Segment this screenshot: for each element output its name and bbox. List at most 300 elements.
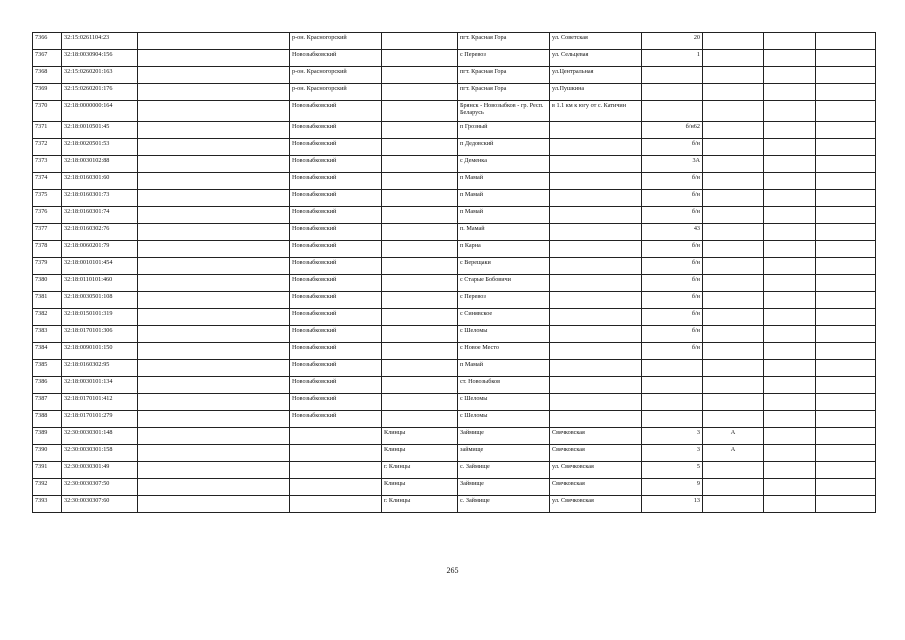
settlement-cell bbox=[382, 343, 458, 360]
empty-cell bbox=[138, 462, 290, 479]
empty-cell bbox=[816, 377, 876, 394]
row-number-cell: 7374 bbox=[33, 173, 62, 190]
empty-cell bbox=[138, 241, 290, 258]
empty-cell bbox=[764, 190, 816, 207]
locality-cell: с Новое Место bbox=[458, 343, 550, 360]
district-cell: Новозыбковский bbox=[290, 309, 382, 326]
registry-table-container bbox=[32, 32, 876, 513]
building-letter-cell bbox=[703, 394, 764, 411]
empty-cell bbox=[138, 33, 290, 50]
district-cell bbox=[290, 479, 382, 496]
empty-cell bbox=[138, 326, 290, 343]
empty-cell bbox=[816, 122, 876, 139]
building-letter-cell bbox=[703, 326, 764, 343]
empty-cell bbox=[138, 377, 290, 394]
locality-cell: п Грозный bbox=[458, 122, 550, 139]
empty-cell bbox=[138, 496, 290, 513]
table-row bbox=[33, 360, 876, 377]
cadastral-number-cell: 32:30:0030301:148 bbox=[62, 428, 138, 445]
cadastral-number-cell: 32:18:0160301:74 bbox=[62, 207, 138, 224]
district-cell: Новозыбковский bbox=[290, 326, 382, 343]
house-number-cell: б/н bbox=[642, 139, 703, 156]
empty-cell bbox=[764, 377, 816, 394]
house-number-cell: б/н bbox=[642, 258, 703, 275]
row-number-cell: 7369 bbox=[33, 84, 62, 101]
cadastral-number-cell: 32:30:0030307:60 bbox=[62, 496, 138, 513]
empty-cell bbox=[816, 156, 876, 173]
locality-cell: ст. Новозыбков bbox=[458, 377, 550, 394]
row-number-cell: 7371 bbox=[33, 122, 62, 139]
row-number-cell: 7367 bbox=[33, 50, 62, 67]
empty-cell bbox=[764, 207, 816, 224]
table-row bbox=[33, 67, 876, 84]
row-number-cell: 7392 bbox=[33, 479, 62, 496]
district-cell bbox=[290, 462, 382, 479]
row-number-cell: 7388 bbox=[33, 411, 62, 428]
table-row bbox=[33, 190, 876, 207]
table-row bbox=[33, 122, 876, 139]
house-number-cell bbox=[642, 67, 703, 84]
street-cell bbox=[550, 411, 642, 428]
settlement-cell bbox=[382, 258, 458, 275]
house-number-cell: б/н bbox=[642, 190, 703, 207]
empty-cell bbox=[816, 394, 876, 411]
row-number-cell: 7380 bbox=[33, 275, 62, 292]
empty-cell bbox=[764, 445, 816, 462]
district-cell: Новозыбковский bbox=[290, 394, 382, 411]
building-letter-cell bbox=[703, 101, 764, 122]
settlement-cell bbox=[382, 50, 458, 67]
house-number-cell bbox=[642, 377, 703, 394]
district-cell: Новозыбковский bbox=[290, 292, 382, 309]
house-number-cell: б/н bbox=[642, 207, 703, 224]
district-cell: Новозыбковский bbox=[290, 241, 382, 258]
locality-cell: с Старые Бобовичи bbox=[458, 275, 550, 292]
empty-cell bbox=[138, 479, 290, 496]
building-letter-cell bbox=[703, 309, 764, 326]
street-cell: в 1.1 км к югу от с. Катичин bbox=[550, 101, 642, 122]
table-row bbox=[33, 84, 876, 101]
table-row bbox=[33, 173, 876, 190]
street-cell bbox=[550, 292, 642, 309]
row-number-cell: 7381 bbox=[33, 292, 62, 309]
street-cell bbox=[550, 207, 642, 224]
settlement-cell bbox=[382, 156, 458, 173]
settlement-cell bbox=[382, 275, 458, 292]
locality-cell: с Шеломы bbox=[458, 394, 550, 411]
street-cell: ул. Советская bbox=[550, 33, 642, 50]
cadastral-number-cell: 32:18:0160302:76 bbox=[62, 224, 138, 241]
district-cell: Новозыбковский bbox=[290, 156, 382, 173]
empty-cell bbox=[816, 411, 876, 428]
empty-cell bbox=[764, 139, 816, 156]
row-number-cell: 7375 bbox=[33, 190, 62, 207]
building-letter-cell bbox=[703, 343, 764, 360]
cadastral-number-cell: 32:18:0170101:279 bbox=[62, 411, 138, 428]
house-number-cell bbox=[642, 84, 703, 101]
locality-cell: п Мамай bbox=[458, 207, 550, 224]
building-letter-cell bbox=[703, 67, 764, 84]
empty-cell bbox=[138, 394, 290, 411]
house-number-cell bbox=[642, 394, 703, 411]
cadastral-number-cell: 32:30:0030301:158 bbox=[62, 445, 138, 462]
table-row bbox=[33, 326, 876, 343]
building-letter-cell bbox=[703, 411, 764, 428]
empty-cell bbox=[764, 496, 816, 513]
house-number-cell: 5 bbox=[642, 462, 703, 479]
empty-cell bbox=[138, 50, 290, 67]
cadastral-number-cell: 32:30:0030301:49 bbox=[62, 462, 138, 479]
locality-cell: пгт. Красная Гора bbox=[458, 33, 550, 50]
empty-cell bbox=[816, 343, 876, 360]
settlement-cell: Клинцы bbox=[382, 428, 458, 445]
empty-cell bbox=[816, 50, 876, 67]
cadastral-number-cell: 32:18:0010501:45 bbox=[62, 122, 138, 139]
empty-cell bbox=[764, 326, 816, 343]
empty-cell bbox=[138, 156, 290, 173]
empty-cell bbox=[816, 326, 876, 343]
district-cell: Новозыбковский bbox=[290, 377, 382, 394]
table-row bbox=[33, 224, 876, 241]
building-letter-cell bbox=[703, 190, 764, 207]
settlement-cell bbox=[382, 224, 458, 241]
street-cell: ул. Сельцевая bbox=[550, 50, 642, 67]
cadastral-number-cell: 32:18:0160302:95 bbox=[62, 360, 138, 377]
empty-cell bbox=[764, 122, 816, 139]
district-cell: Новозыбковский bbox=[290, 360, 382, 377]
empty-cell bbox=[138, 275, 290, 292]
district-cell: Новозыбковский bbox=[290, 275, 382, 292]
street-cell bbox=[550, 173, 642, 190]
row-number-cell: 7378 bbox=[33, 241, 62, 258]
street-cell: ул. Свячковская bbox=[550, 496, 642, 513]
table-row bbox=[33, 156, 876, 173]
empty-cell bbox=[138, 173, 290, 190]
empty-cell bbox=[816, 67, 876, 84]
locality-cell: с Перевоз bbox=[458, 292, 550, 309]
empty-cell bbox=[138, 258, 290, 275]
empty-cell bbox=[764, 224, 816, 241]
cadastral-number-cell: 32:18:0030101:134 bbox=[62, 377, 138, 394]
building-letter-cell bbox=[703, 84, 764, 101]
table-row bbox=[33, 207, 876, 224]
building-letter-cell bbox=[703, 496, 764, 513]
empty-cell bbox=[816, 84, 876, 101]
empty-cell bbox=[764, 479, 816, 496]
empty-cell bbox=[764, 50, 816, 67]
district-cell: Новозыбковский bbox=[290, 139, 382, 156]
district-cell bbox=[290, 496, 382, 513]
settlement-cell bbox=[382, 326, 458, 343]
empty-cell bbox=[816, 496, 876, 513]
empty-cell bbox=[816, 258, 876, 275]
street-cell bbox=[550, 224, 642, 241]
building-letter-cell bbox=[703, 33, 764, 50]
locality-cell: п Карна bbox=[458, 241, 550, 258]
empty-cell bbox=[816, 224, 876, 241]
cadastral-number-cell: 32:18:0170101:412 bbox=[62, 394, 138, 411]
table-body bbox=[33, 33, 876, 513]
building-letter-cell bbox=[703, 224, 764, 241]
house-number-cell: б/н62 bbox=[642, 122, 703, 139]
empty-cell bbox=[816, 101, 876, 122]
cadastral-number-cell: 32:18:0160301:73 bbox=[62, 190, 138, 207]
district-cell: Новозыбковский bbox=[290, 343, 382, 360]
table-row bbox=[33, 101, 876, 122]
building-letter-cell bbox=[703, 377, 764, 394]
house-number-cell: 20 bbox=[642, 33, 703, 50]
row-number-cell: 7390 bbox=[33, 445, 62, 462]
house-number-cell bbox=[642, 101, 703, 122]
settlement-cell bbox=[382, 377, 458, 394]
building-letter-cell bbox=[703, 50, 764, 67]
street-cell bbox=[550, 156, 642, 173]
table-row bbox=[33, 394, 876, 411]
building-letter-cell bbox=[703, 258, 764, 275]
table-row bbox=[33, 258, 876, 275]
district-cell: Новозыбковский bbox=[290, 101, 382, 122]
row-number-cell: 7370 bbox=[33, 101, 62, 122]
empty-cell bbox=[764, 173, 816, 190]
table-row bbox=[33, 241, 876, 258]
settlement-cell bbox=[382, 122, 458, 139]
empty-cell bbox=[764, 411, 816, 428]
empty-cell bbox=[764, 101, 816, 122]
house-number-cell: 9 bbox=[642, 479, 703, 496]
building-letter-cell bbox=[703, 462, 764, 479]
empty-cell bbox=[764, 428, 816, 445]
table-row bbox=[33, 411, 876, 428]
cadastral-number-cell: 32:30:0030307:50 bbox=[62, 479, 138, 496]
empty-cell bbox=[764, 156, 816, 173]
settlement-cell bbox=[382, 241, 458, 258]
row-number-cell: 7393 bbox=[33, 496, 62, 513]
district-cell bbox=[290, 428, 382, 445]
table-row bbox=[33, 479, 876, 496]
cadastral-number-cell: 32:18:0090101:150 bbox=[62, 343, 138, 360]
district-cell: Новозыбковский bbox=[290, 411, 382, 428]
locality-cell: пгт. Красная Гора bbox=[458, 84, 550, 101]
empty-cell bbox=[138, 411, 290, 428]
house-number-cell: 3 bbox=[642, 428, 703, 445]
locality-cell: п Дедовский bbox=[458, 139, 550, 156]
locality-cell: с Синявское bbox=[458, 309, 550, 326]
settlement-cell bbox=[382, 67, 458, 84]
settlement-cell bbox=[382, 33, 458, 50]
empty-cell bbox=[764, 275, 816, 292]
locality-cell: с Деменка bbox=[458, 156, 550, 173]
row-number-cell: 7383 bbox=[33, 326, 62, 343]
district-cell: Новозыбковский bbox=[290, 173, 382, 190]
settlement-cell bbox=[382, 173, 458, 190]
table-row bbox=[33, 462, 876, 479]
empty-cell bbox=[816, 479, 876, 496]
row-number-cell: 7386 bbox=[33, 377, 62, 394]
table-row bbox=[33, 309, 876, 326]
empty-cell bbox=[138, 139, 290, 156]
row-number-cell: 7379 bbox=[33, 258, 62, 275]
district-cell: р-он. Красногорский bbox=[290, 67, 382, 84]
building-letter-cell bbox=[703, 156, 764, 173]
settlement-cell bbox=[382, 139, 458, 156]
street-cell bbox=[550, 309, 642, 326]
street-cell bbox=[550, 190, 642, 207]
house-number-cell: 3А bbox=[642, 156, 703, 173]
empty-cell bbox=[764, 292, 816, 309]
row-number-cell: 7368 bbox=[33, 67, 62, 84]
row-number-cell: 7373 bbox=[33, 156, 62, 173]
empty-cell bbox=[138, 343, 290, 360]
settlement-cell: Клинцы bbox=[382, 445, 458, 462]
district-cell: Новозыбковский bbox=[290, 190, 382, 207]
house-number-cell: 1 bbox=[642, 50, 703, 67]
empty-cell bbox=[138, 67, 290, 84]
district-cell: Новозыбковский bbox=[290, 122, 382, 139]
registry-table bbox=[32, 32, 876, 513]
empty-cell bbox=[764, 241, 816, 258]
empty-cell bbox=[816, 462, 876, 479]
street-cell: ул.Пушкина bbox=[550, 84, 642, 101]
empty-cell bbox=[816, 309, 876, 326]
street-cell bbox=[550, 258, 642, 275]
cadastral-number-cell: 32:15:0260201:176 bbox=[62, 84, 138, 101]
cadastral-number-cell: 32:18:0030904:156 bbox=[62, 50, 138, 67]
empty-cell bbox=[816, 445, 876, 462]
settlement-cell: Клинцы bbox=[382, 479, 458, 496]
empty-cell bbox=[816, 173, 876, 190]
cadastral-number-cell: 32:18:0030501:108 bbox=[62, 292, 138, 309]
cadastral-number-cell: 32:18:0160301:60 bbox=[62, 173, 138, 190]
empty-cell bbox=[816, 241, 876, 258]
locality-cell: с Шеломы bbox=[458, 326, 550, 343]
building-letter-cell bbox=[703, 139, 764, 156]
district-cell: Новозыбковский bbox=[290, 50, 382, 67]
table-row bbox=[33, 139, 876, 156]
table-row bbox=[33, 50, 876, 67]
locality-cell: Займище bbox=[458, 428, 550, 445]
empty-cell bbox=[816, 292, 876, 309]
table-row bbox=[33, 275, 876, 292]
empty-cell bbox=[138, 122, 290, 139]
district-cell: р-он. Красногорский bbox=[290, 84, 382, 101]
empty-cell bbox=[816, 207, 876, 224]
row-number-cell: 7387 bbox=[33, 394, 62, 411]
district-cell: Новозыбковский bbox=[290, 224, 382, 241]
row-number-cell: 7382 bbox=[33, 309, 62, 326]
settlement-cell bbox=[382, 101, 458, 122]
empty-cell bbox=[764, 67, 816, 84]
building-letter-cell bbox=[703, 275, 764, 292]
settlement-cell bbox=[382, 207, 458, 224]
building-letter-cell bbox=[703, 479, 764, 496]
street-cell bbox=[550, 377, 642, 394]
row-number-cell: 7376 bbox=[33, 207, 62, 224]
row-number-cell: 7366 bbox=[33, 33, 62, 50]
street-cell: Свячковская bbox=[550, 428, 642, 445]
building-letter-cell bbox=[703, 207, 764, 224]
empty-cell bbox=[816, 275, 876, 292]
empty-cell bbox=[764, 462, 816, 479]
street-cell bbox=[550, 275, 642, 292]
empty-cell bbox=[764, 394, 816, 411]
locality-cell: п Мамай bbox=[458, 173, 550, 190]
empty-cell bbox=[764, 258, 816, 275]
street-cell bbox=[550, 122, 642, 139]
row-number-cell: 7389 bbox=[33, 428, 62, 445]
building-letter-cell bbox=[703, 173, 764, 190]
row-number-cell: 7377 bbox=[33, 224, 62, 241]
empty-cell bbox=[138, 224, 290, 241]
empty-cell bbox=[138, 292, 290, 309]
empty-cell bbox=[764, 360, 816, 377]
locality-cell: с. Займище bbox=[458, 496, 550, 513]
locality-cell: займище bbox=[458, 445, 550, 462]
empty-cell bbox=[816, 360, 876, 377]
cadastral-number-cell: 32:18:0000000:164 bbox=[62, 101, 138, 122]
house-number-cell: б/н bbox=[642, 173, 703, 190]
cadastral-number-cell: 32:18:0030102:88 bbox=[62, 156, 138, 173]
empty-cell bbox=[138, 190, 290, 207]
empty-cell bbox=[138, 101, 290, 122]
empty-cell bbox=[138, 207, 290, 224]
empty-cell bbox=[138, 309, 290, 326]
empty-cell bbox=[816, 428, 876, 445]
building-letter-cell bbox=[703, 360, 764, 377]
district-cell: Новозыбковский bbox=[290, 207, 382, 224]
district-cell: Новозыбковский bbox=[290, 258, 382, 275]
street-cell: Свячковская bbox=[550, 479, 642, 496]
row-number-cell: 7384 bbox=[33, 343, 62, 360]
cadastral-number-cell: 32:18:0170101:306 bbox=[62, 326, 138, 343]
building-letter-cell: А bbox=[703, 428, 764, 445]
locality-cell: пгт. Красная Гора bbox=[458, 67, 550, 84]
locality-cell: с. Займище bbox=[458, 462, 550, 479]
cadastral-number-cell: 32:18:0060201:79 bbox=[62, 241, 138, 258]
page-number: 265 bbox=[446, 566, 459, 575]
building-letter-cell bbox=[703, 241, 764, 258]
cadastral-number-cell: 32:18:0020501:53 bbox=[62, 139, 138, 156]
settlement-cell bbox=[382, 292, 458, 309]
table-row bbox=[33, 445, 876, 462]
table-row bbox=[33, 496, 876, 513]
empty-cell bbox=[764, 343, 816, 360]
locality-cell: Брянск - Новозыбков - гр. Респ. Беларусь bbox=[458, 101, 550, 122]
street-cell: ул.Центральная bbox=[550, 67, 642, 84]
district-cell: р-он. Красногорский bbox=[290, 33, 382, 50]
settlement-cell bbox=[382, 309, 458, 326]
settlement-cell bbox=[382, 360, 458, 377]
street-cell bbox=[550, 241, 642, 258]
empty-cell bbox=[764, 33, 816, 50]
street-cell: ул. Свячковская bbox=[550, 462, 642, 479]
house-number-cell: б/н bbox=[642, 326, 703, 343]
locality-cell: п Мамай bbox=[458, 190, 550, 207]
cadastral-number-cell: 32:18:0110101:460 bbox=[62, 275, 138, 292]
empty-cell bbox=[764, 84, 816, 101]
settlement-cell bbox=[382, 394, 458, 411]
locality-cell: п Мамай bbox=[458, 360, 550, 377]
house-number-cell: б/н bbox=[642, 241, 703, 258]
table-row bbox=[33, 428, 876, 445]
row-number-cell: 7372 bbox=[33, 139, 62, 156]
street-cell bbox=[550, 360, 642, 377]
empty-cell bbox=[138, 428, 290, 445]
empty-cell bbox=[816, 190, 876, 207]
house-number-cell bbox=[642, 411, 703, 428]
empty-cell bbox=[816, 33, 876, 50]
cadastral-number-cell: 32:18:0150101:319 bbox=[62, 309, 138, 326]
locality-cell: с Перевоз bbox=[458, 50, 550, 67]
